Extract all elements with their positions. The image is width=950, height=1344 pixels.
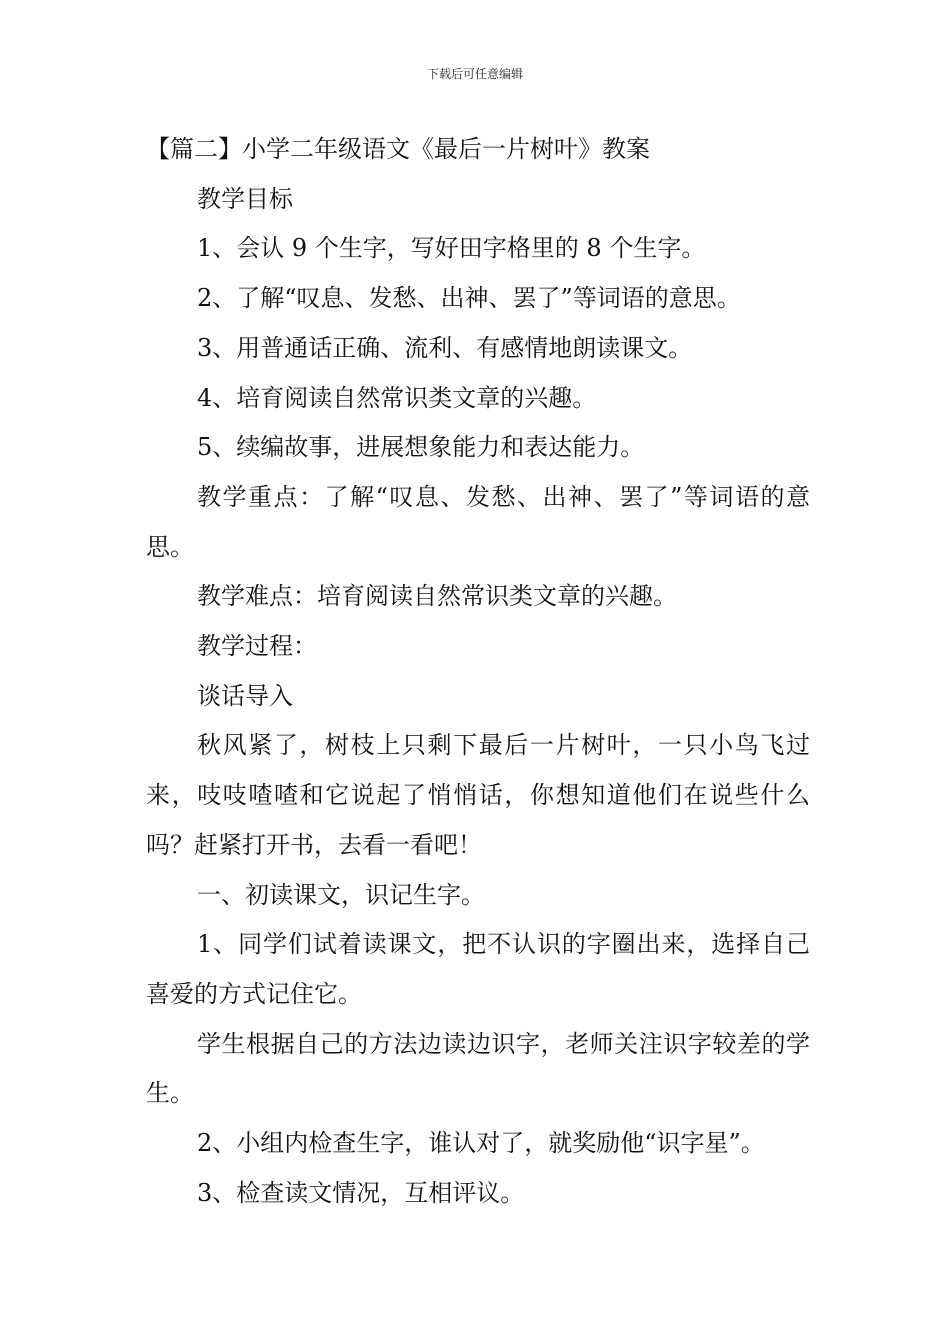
objective-item-4: 4、培育阅读自然常识类文章的兴趣。 bbox=[197, 383, 597, 412]
section-heading-intro: 谈话导入 bbox=[197, 681, 293, 710]
objective-item-3: 3、用普通话正确、流利、有感情地朗读课文。 bbox=[197, 333, 693, 362]
difficult-points-paragraph: 教学难点：培育阅读自然常识类文章的兴趣。 bbox=[197, 582, 677, 611]
intro-paragraph: 秋风紧了，树枝上只剩下最后一片树叶，一只小鸟飞过来，吱吱喳喳和它说起了悄悄话，你想知道他们在说些什么吗？赶紧打开书，去看一看吧！ bbox=[146, 731, 810, 859]
document-body bbox=[146, 125, 810, 1218]
page-header: 下载后可任意编辑 bbox=[426, 67, 523, 81]
document-title: 【篇二】小学二年级语文《最后一片树叶》教案 bbox=[146, 135, 650, 163]
student-activity-paragraph: 学生根据自己的方法边读边识字，老师关注识字较差的学生。 bbox=[146, 1029, 810, 1108]
section-heading-first-reading: 一、初读课文，识记生字。 bbox=[197, 880, 485, 909]
key-points-paragraph: 教学重点：了解“叹息、发愁、出神、罢了”等词语的意思。 bbox=[146, 482, 810, 561]
objective-item-5: 5、续编故事，进展想象能力和表达能力。 bbox=[197, 433, 645, 462]
section-heading-objectives: 教学目标 bbox=[197, 184, 293, 213]
step-item-2: 2、小组内检查生字，谁认对了，就奖励他“识字星”。 bbox=[197, 1129, 765, 1158]
section-heading-process: 教学过程： bbox=[197, 632, 317, 661]
step-item-1: 1、同学们试着读课文，把不认识的字圈出来，选择自己喜爱的方式记住它。 bbox=[146, 930, 810, 1008]
objective-item-1: 1、会认 9 个生字，写好田字格里的 8 个生字。 bbox=[197, 234, 706, 263]
step-item-3: 3、检查读文情况，互相评议。 bbox=[197, 1178, 525, 1207]
objective-item-2: 2、了解“叹息、发愁、出神、罢了”等词语的意思。 bbox=[197, 284, 741, 313]
